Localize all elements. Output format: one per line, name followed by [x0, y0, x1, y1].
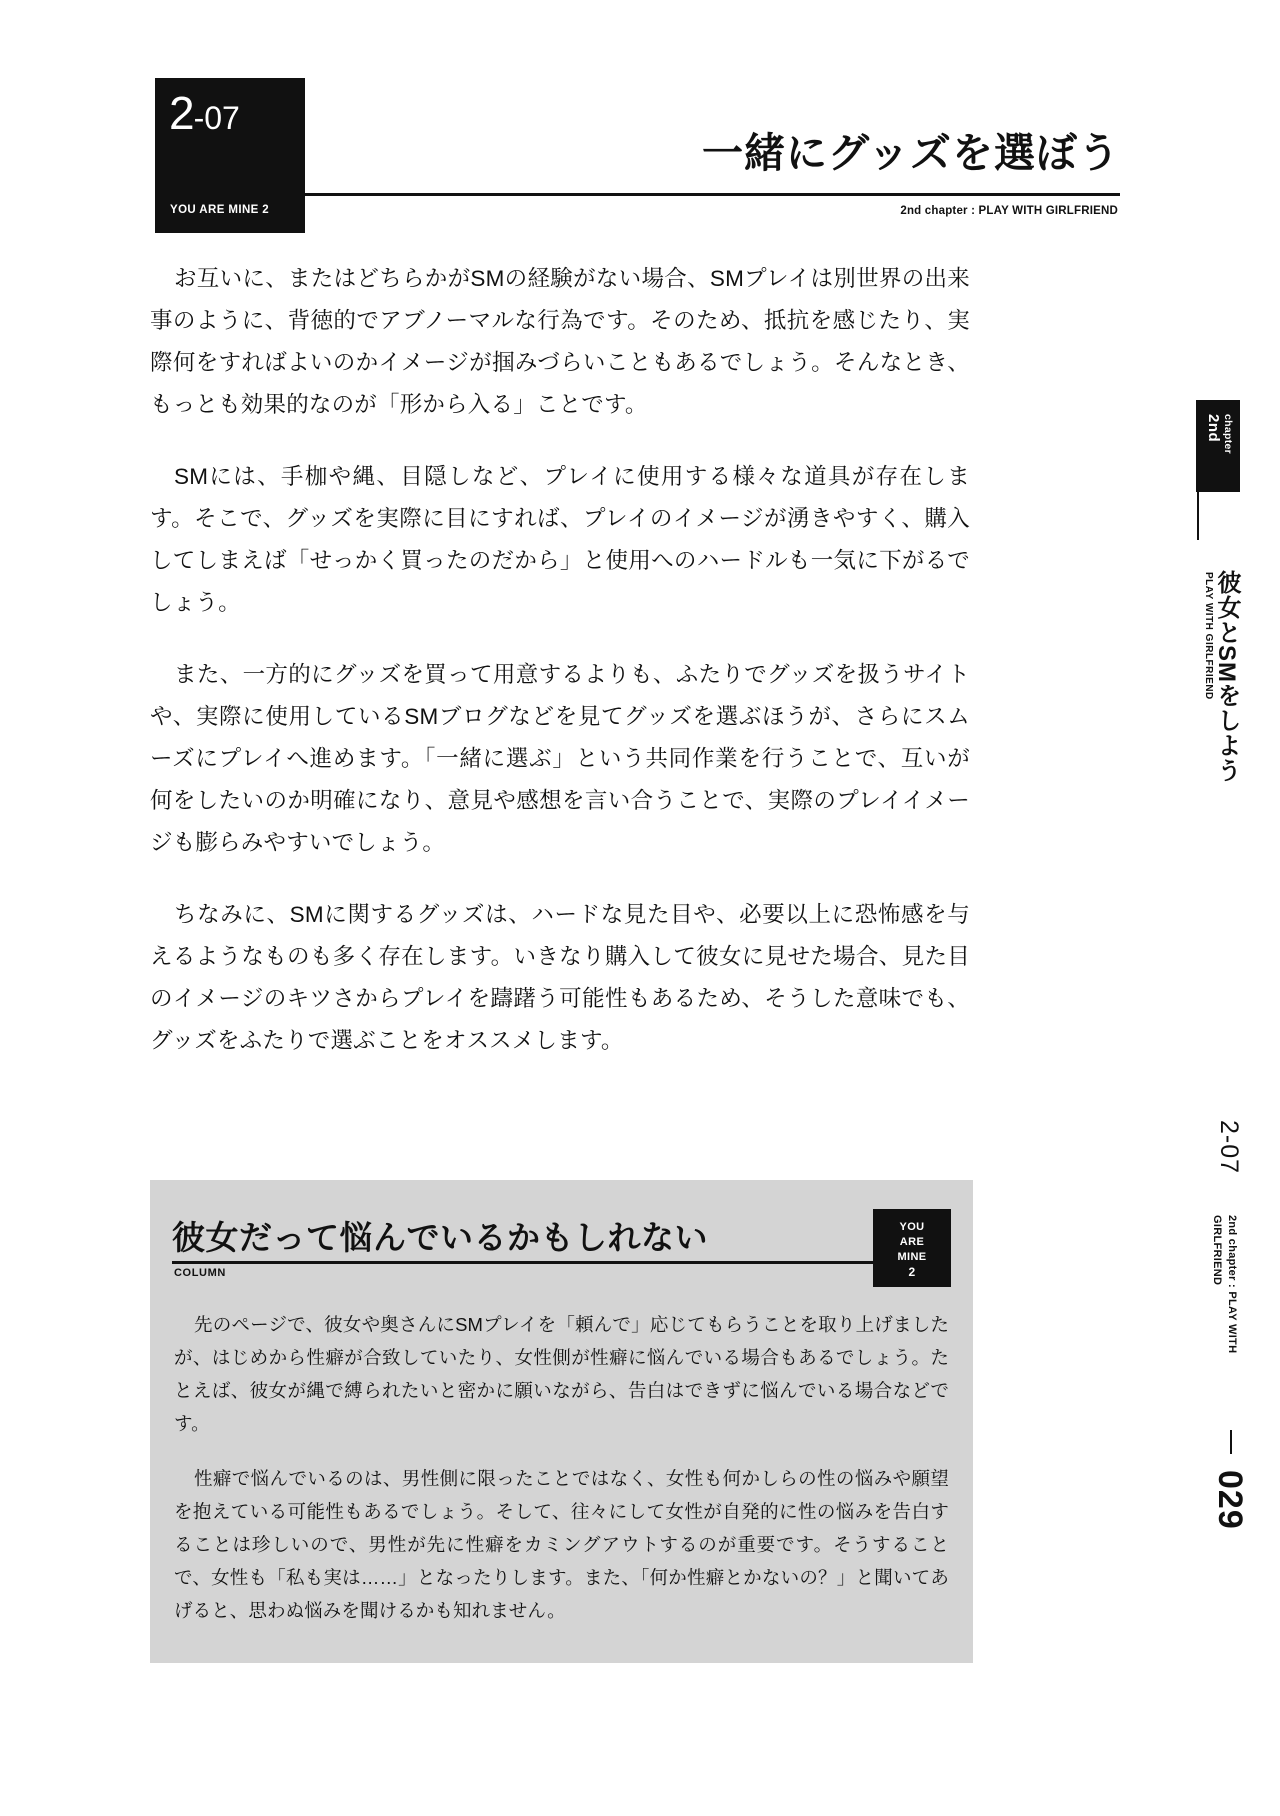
column-paragraph: 性癖で悩んでいるのは、男性側に限ったことではなく、女性も何かしらの性の悩みや願望を抱えている可能性もあるでしょう。そして、往々にして女性が自発的に性の悩みを告白することは珍しいので、男性が先に性癖をカミングアウトするのが重要です。そうすることで、女性も「私も実は……」となったりします。また、「何か性癖とかないの？」と聞いてあげると、思わぬ悩みを聞けるかも知れません。 [174, 1468, 949, 1621]
body-paragraph: SMには、手枷や縄、目隠しなど、プレイに使用する様々な道具が存在します。そこで、グッズを実際に目にすれば、プレイのイメージが湧きやすく、購入してしまえば「せっかく買ったのだから」と使用へのハードルも一気に下がるでしょう。 [150, 464, 970, 615]
chapter-tab-rule [1197, 492, 1199, 540]
body-paragraph: また、一方的にグッズを買って用意するよりも、ふたりでグッズを扱うサイトや、実際に使用しているSMブログなどを見てグッズを選ぶほうが、さらにスムーズにプレイへ進めます。「一緒に選ぶ」という共同作業を行うことで、互いが何をしたいのか明確になり、意見や感想を言い合うことで、実際のプレイイメージも膨らみやすいでしょう。 [150, 662, 970, 855]
column-kicker: COLUMN [174, 1267, 226, 1279]
folio-chapter: 2nd chapter : PLAY WITH GIRLFRIEND [1211, 1215, 1238, 1354]
folio [1185, 1120, 1249, 1680]
body-paragraph: お互いに、またはどちらかがSMの経験がない場合、SMプレイは別世界の出来事のように、背徳的でアブノーマルな行為です。そのため、抵抗を感じたり、実際何をすればよいのかイメージが掴みづらいこともあるでしょう。そんなとき、もっとも効果的なのが「形から入る」ことです。 [150, 266, 970, 417]
folio-section: 2-07 [1215, 1120, 1243, 1175]
chapter-vertical-jp: 彼女とSMをしよう [1213, 570, 1240, 783]
column-header [172, 1212, 951, 1290]
brand-logo-line-2: ARE [899, 1236, 925, 1248]
chapter-tab [1196, 400, 1240, 492]
section-number [169, 87, 240, 139]
chapter-tab-main: 2nd [1205, 414, 1222, 443]
chapter-tab-sub: chapter [1222, 414, 1234, 455]
column-title: 彼女だって悩んでいるかもしれない [172, 1219, 708, 1256]
section-badge [155, 78, 305, 233]
column-divider [172, 1261, 880, 1264]
brand-logo [873, 1209, 951, 1287]
chapter-vertical-label [1188, 570, 1244, 800]
chapter-subtitle: 2nd chapter : PLAY WITH GIRLFRIEND [900, 205, 1118, 217]
chapter-vertical-en: PLAY WITH GIRLFRIEND [1203, 572, 1214, 700]
column-body [174, 1308, 949, 1649]
title-divider [305, 193, 1120, 196]
brand-logo-line-3: MINE [897, 1251, 927, 1263]
folio-dash [1230, 1430, 1232, 1454]
badge-caption: YOU ARE MINE 2 [170, 204, 270, 216]
page-header [155, 78, 1120, 233]
section-number-main: 2 [169, 87, 194, 139]
brand-logo-line-4: 2 [908, 1265, 916, 1279]
body-paragraph: ちなみに、SMに関するグッズは、ハードな見た目や、必要以上に恐怖感を与えるようなものも多く存在します。いきなり購入して彼女に見せた場合、見た目のイメージのキツさからプレイを躊躇う可能性もあるため、そうした意味でも、グッズをふたりで選ぶことをオススメします。 [150, 902, 970, 1053]
page-number: 029 [1211, 1470, 1249, 1530]
column-paragraph: 先のページで、彼女や奥さんにSMプレイを「頼んで」応じてもらうことを取り上げましたが、はじめから性癖が合致していたり、女性側が性癖に悩んでいる場合もあるでしょう。たとえば、彼女が縄で縛られたいと密かに願いながら、告白はできずに悩んでいる場合などです。 [174, 1314, 949, 1434]
section-number-sub: -07 [193, 100, 240, 136]
body-text [150, 258, 970, 1092]
column-box [150, 1180, 973, 1663]
page-title: 一緒にグッズを選ぼう [702, 130, 1120, 176]
brand-logo-line-1: YOU [899, 1221, 925, 1233]
